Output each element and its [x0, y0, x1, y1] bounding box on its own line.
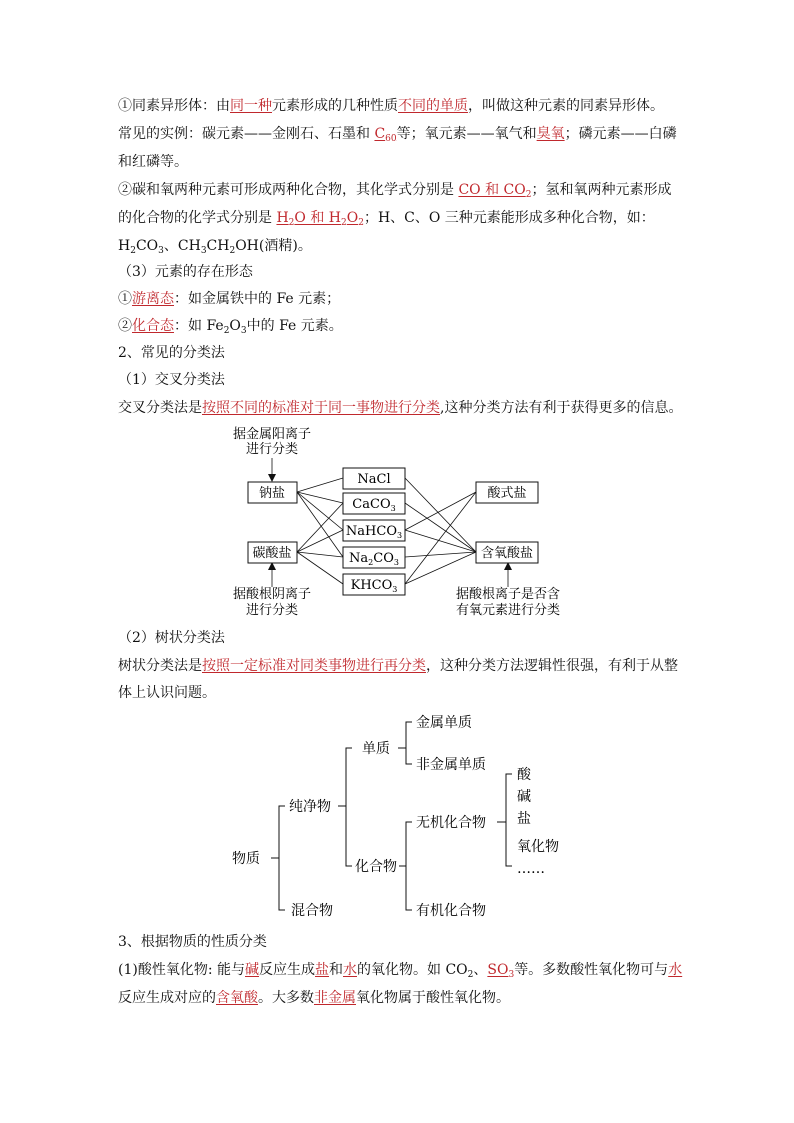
text: CO — [135, 238, 159, 254]
formula-label: $Na_2CO_3$ — [349, 551, 399, 567]
tree-metal: 金属单质 — [416, 715, 472, 731]
text: 。大多数 — [258, 990, 314, 1006]
text: 的化合物的化学式分别是 — [118, 210, 277, 226]
text: 反应生成 — [259, 962, 315, 978]
subsection-cross: （1）交叉分类法 — [118, 372, 225, 388]
text: SO — [487, 962, 509, 978]
subsection-tree: （2）树状分类法 — [118, 630, 225, 646]
text: CO 和 CO — [458, 182, 526, 198]
answer-blank — [487, 962, 514, 978]
tree-salt: 盐 — [517, 811, 531, 827]
text: H — [276, 210, 289, 226]
tree-description-end: 体上认识问题。 — [118, 685, 216, 701]
answer-blank: 盐 — [315, 962, 329, 978]
bracket — [279, 806, 285, 910]
circle-marker-1: ① — [118, 98, 132, 114]
text: ；H、C、O 三种元素能形成多种化合物，如： — [363, 210, 655, 226]
top-note-line-1: 据金属阳离子 — [232, 427, 312, 442]
text: C — [374, 126, 386, 142]
bracket — [346, 748, 352, 866]
section-heading-properties: 3、根据物质的性质分类 — [118, 934, 267, 950]
subscript: 60 — [385, 134, 397, 144]
acidic-oxide-line-1 — [118, 960, 682, 980]
text: 的氧化物。如 CO — [357, 962, 468, 978]
answer-blank: 单质 — [440, 98, 468, 114]
tree-base: 碱 — [517, 789, 531, 805]
subscript: 2 — [130, 246, 136, 256]
tree-acid: 酸 — [517, 767, 531, 783]
circle-marker-2: ② — [118, 182, 132, 198]
subscript: 2 — [229, 246, 236, 256]
text: 元素形成的几种性质 — [272, 98, 398, 114]
bottom-right-note-1: 据酸根离子是否含 — [455, 587, 561, 602]
box-label: 含氧酸盐 — [480, 546, 534, 561]
bracket — [506, 774, 512, 866]
tree-element: 单质 — [362, 741, 390, 757]
answer-blank: 碱 — [245, 962, 259, 978]
bracket — [406, 822, 412, 910]
text: ：如金属铁中的 Fe 元素； — [174, 291, 341, 307]
answer-blank: 水 — [668, 962, 683, 978]
answer-blank: 同一种 — [230, 98, 272, 114]
subscript: 2 — [341, 218, 347, 228]
subscript: 2 — [223, 326, 230, 336]
text: ：如 Fe — [174, 318, 224, 334]
text: CH — [206, 238, 230, 254]
answer-blank: 水 — [343, 962, 357, 978]
subscript: 2 — [467, 970, 474, 980]
subscript: 3 — [240, 326, 247, 336]
text: 交叉分类法是 — [118, 400, 202, 416]
circle-marker-1: ① — [118, 291, 132, 307]
answer-blank: 臭氧 — [536, 126, 565, 142]
subscript: 3 — [200, 246, 207, 256]
text: ，叫做这种元素的同素异形体。 — [468, 98, 664, 114]
subscript: 2 — [358, 218, 364, 228]
box-label: 钠盐 — [258, 486, 286, 501]
text: 、 — [473, 962, 488, 978]
bottom-left-note-1: 据酸根阴离子 — [232, 587, 312, 602]
text: 同素异形体：由 — [132, 98, 230, 114]
text: ,这种分类方法有利于获得更多的信息。 — [440, 400, 683, 416]
answer-blank: 不同的 — [398, 98, 440, 114]
subscript: 2 — [525, 190, 532, 200]
text: 树状分类法是 — [118, 658, 202, 674]
answer-blank: 含氧酸 — [216, 990, 258, 1006]
top-note-line-2: 进行分类 — [245, 442, 299, 457]
acidic-oxide-line-2 — [118, 988, 510, 1008]
text: 中的 Fe 元素。 — [246, 318, 343, 334]
text: 反应生成对应的 — [118, 990, 216, 1006]
text: O 和 H — [294, 210, 341, 226]
text: (1)酸性氧化物: 能与 — [118, 962, 245, 978]
box-label: 酸式盐 — [487, 486, 527, 501]
text: 和 — [329, 962, 343, 978]
text: 、CH — [163, 238, 201, 254]
formula-label: CaCO$_3$ — [352, 497, 396, 513]
text: OH(酒精)。 — [235, 238, 312, 254]
text: 碳和氧两种元素可形成两种化合物，其化学式分别是 — [132, 182, 459, 198]
text: H — [118, 238, 131, 254]
formula-label: $KHCO_3$ — [350, 578, 398, 594]
answer-blank: 按照不同的标准对于同一事物进行分类 — [202, 400, 440, 416]
text: O — [346, 210, 359, 226]
bottom-right-note-2: 有氧元素进行分类 — [455, 603, 561, 618]
tree-nonmetal: 非金属单质 — [416, 757, 486, 773]
formula-label: NaCl — [357, 472, 391, 487]
text: 等；氧元素——氧气和 — [396, 126, 537, 142]
tree-inorganic: 无机化合物 — [416, 815, 486, 831]
tree-mixture: 混合物 — [291, 903, 333, 919]
bottom-left-note-2: 进行分类 — [245, 603, 299, 618]
tree-root: 物质 — [232, 851, 260, 867]
circle-marker-2: ② — [118, 318, 132, 334]
tree-compound: 化合物 — [355, 859, 397, 875]
text: ，这种分类方法逻辑性很强，有利于从整 — [426, 658, 678, 674]
tree-organic: 有机化合物 — [416, 903, 486, 919]
text: O — [229, 318, 241, 334]
text: ；磷元素——白磷 — [564, 126, 677, 142]
answer-blank: 游离态 — [132, 291, 174, 307]
text: 氧化物属于酸性氧化物。 — [356, 990, 510, 1006]
formula-label: NaHCO$_3$ — [345, 524, 403, 540]
answer-blank: 化合态 — [132, 318, 174, 334]
text: 等。多数酸性氧化物可与 — [514, 962, 669, 978]
answer-blank: 按照一定标准对同类事物进行再分类 — [202, 658, 426, 674]
box-label: 碳酸盐 — [252, 546, 292, 561]
section-heading-forms: （3）元素的存在形态 — [118, 264, 253, 280]
bracket — [406, 722, 412, 764]
tree-labels — [232, 715, 559, 919]
subscript: 2 — [288, 218, 295, 228]
subscript: 3 — [158, 246, 164, 256]
text: ；氢和氧两种元素形成 — [531, 182, 672, 198]
tree-etc: …… — [517, 861, 545, 877]
para-allotrope-end: 和红磷等。 — [118, 154, 188, 170]
text: 常见的实例：碳元素——金刚石、石墨和 — [118, 126, 375, 142]
tree-oxide: 氧化物 — [517, 839, 559, 855]
tree-pure: 纯净物 — [289, 799, 331, 815]
answer-blank: 非金属 — [314, 990, 356, 1006]
section-heading-classification: 2、常见的分类法 — [118, 345, 225, 361]
subscript: 3 — [508, 970, 515, 980]
